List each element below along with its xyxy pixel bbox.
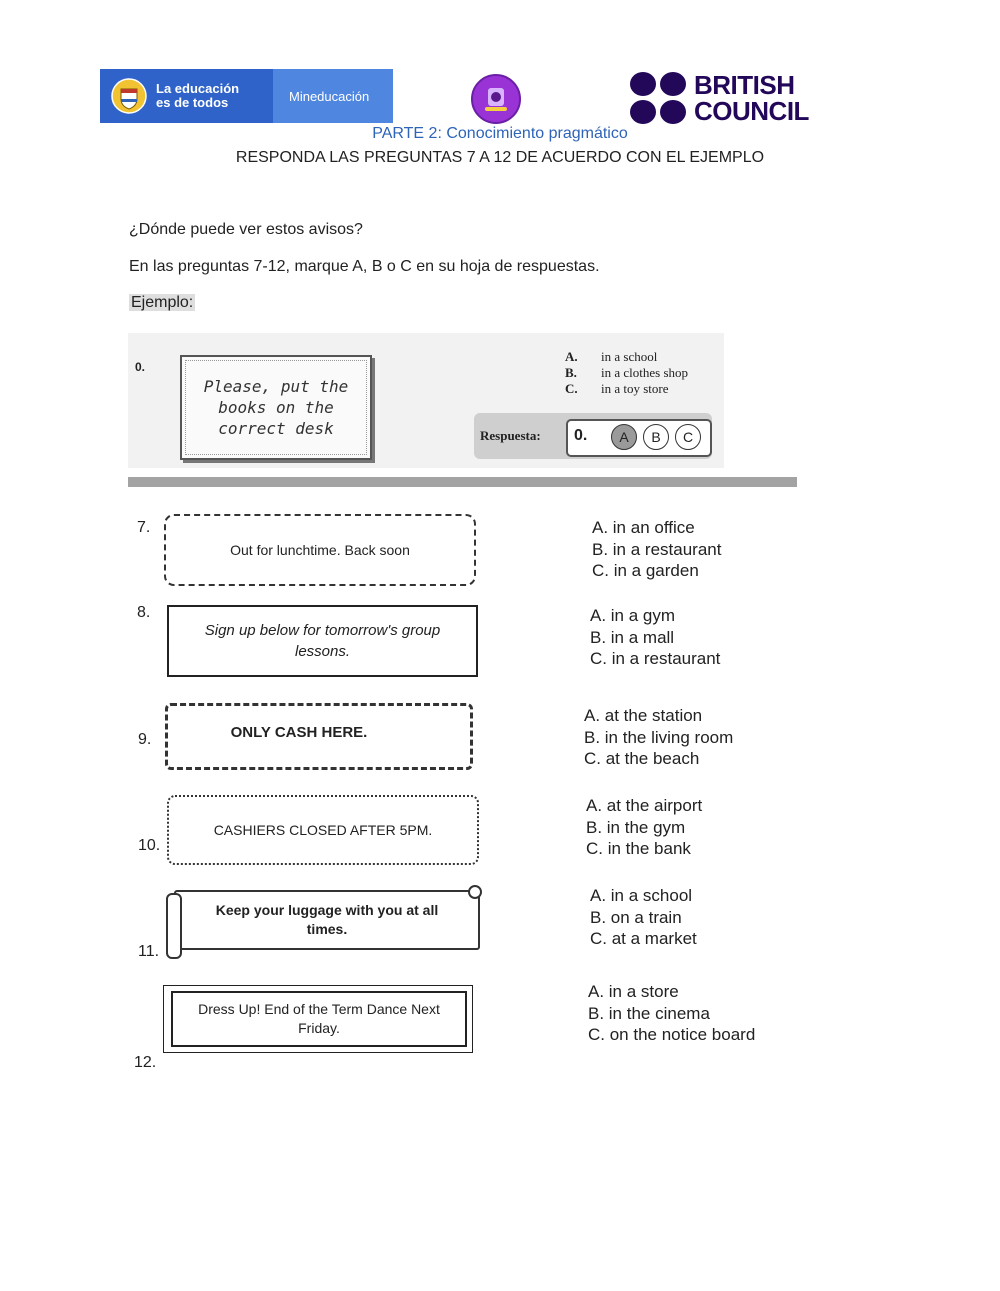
answer-option[interactable]: A. in an office <box>592 518 695 537</box>
answer-circle-c[interactable]: C <box>675 424 701 450</box>
british-council-wordmark <box>694 72 809 124</box>
answer-option[interactable]: B. in the cinema <box>588 1003 710 1023</box>
british-council-logo <box>630 72 809 124</box>
badge-emblem-icon <box>473 76 519 122</box>
question-options <box>588 981 755 1046</box>
answer-circle-a[interactable]: A <box>611 424 637 450</box>
british-council-dots-icon <box>630 72 686 124</box>
question-sign: CASHIERS CLOSED AFTER 5PM. <box>167 795 479 865</box>
example-sign-line-1: Please, put the <box>203 377 349 396</box>
answer-option[interactable]: C. in the bank <box>586 839 691 858</box>
question-sign <box>167 605 478 677</box>
example-label: Ejemplo: <box>131 294 194 311</box>
question-sign-text: Keep your luggage with you at all times. <box>215 902 439 937</box>
example-options <box>565 349 688 397</box>
answer-option[interactable]: B. on a train <box>590 907 682 927</box>
slogan-line-2: es de todos <box>156 95 229 110</box>
question-number: 8. <box>137 604 151 621</box>
question-options <box>586 795 702 860</box>
example-option: A. in a school <box>565 349 658 364</box>
question-sign <box>174 890 480 950</box>
question-sign-text: ONLY CASH HERE. <box>230 724 368 741</box>
answer-option[interactable]: B. in a restaurant <box>592 539 722 559</box>
example-sign-line-2: books on the <box>218 398 334 417</box>
example-number: 0. <box>135 360 146 374</box>
mineducacion-logo <box>100 69 393 123</box>
question-options <box>590 885 697 950</box>
answer-number: 0. <box>574 427 588 444</box>
answer-label: Respuesta: <box>480 428 541 443</box>
example-sign-text <box>204 376 349 439</box>
question-options <box>592 517 721 582</box>
answer-option[interactable]: A. at the airport <box>586 796 703 815</box>
answer-circle-b[interactable]: B <box>643 424 669 450</box>
question-sign <box>165 703 473 770</box>
answer-option[interactable]: B. in the living room <box>584 727 734 747</box>
intro-question: ¿Dónde puede ver estos avisos? <box>129 221 363 238</box>
answer-option[interactable]: A. at the station <box>584 706 703 725</box>
mineducacion-brand: Mineducación <box>273 69 393 123</box>
example-option: C. in a toy store <box>565 381 669 396</box>
answer-option[interactable]: B. in a mall <box>590 627 675 647</box>
question-number: 10. <box>138 837 161 854</box>
answer-option[interactable]: B. in the gym <box>586 817 686 837</box>
section-divider <box>128 477 797 487</box>
answer-option[interactable]: A. in a gym <box>590 606 676 625</box>
question-number: 12. <box>134 1054 157 1071</box>
example-option: B. in a clothes shop <box>565 365 689 380</box>
question-options <box>584 705 733 770</box>
answer-option[interactable]: C. at a market <box>590 929 697 948</box>
answer-option[interactable]: A. in a school <box>590 886 693 905</box>
mineducacion-slogan <box>156 82 239 110</box>
question-number: 7. <box>137 519 151 536</box>
example-sign <box>180 355 372 460</box>
example-sign-line-3: correct desk <box>218 419 334 438</box>
scroll-roll-right-icon <box>468 885 482 899</box>
slogan-line-1: La educación <box>156 81 240 96</box>
scroll-roll-left-icon <box>166 893 182 959</box>
answer-option[interactable]: A. in a store <box>588 982 679 1001</box>
answer-option[interactable]: C. on the notice board <box>588 1025 756 1044</box>
answer-option[interactable]: C. at the beach <box>584 749 700 768</box>
example-label-wrap <box>129 294 195 312</box>
question-options <box>590 605 720 670</box>
coat-of-arms-icon <box>110 77 148 115</box>
mineducacion-logo-left <box>100 69 273 123</box>
answer-option[interactable]: C. in a garden <box>592 561 699 580</box>
question-number: 9. <box>138 731 152 748</box>
question-sign <box>171 991 467 1047</box>
circular-badge-icon <box>471 74 521 124</box>
part-title: PARTE 2: Conocimiento pragmático <box>372 125 628 142</box>
answer-option[interactable]: C. in a restaurant <box>590 649 721 668</box>
bc-line-1: BRITISH <box>694 70 795 100</box>
question-sign-text: Sign up below for tomorrow's group lessons. <box>204 622 441 660</box>
question-number: 11. <box>138 943 160 960</box>
part-subtitle: RESPONDA LAS PREGUNTAS 7 A 12 DE ACUERDO CON EL EJEMPLO <box>235 149 765 166</box>
intro-instruction: En las preguntas 7-12, marque A, B o C en su hoja de respuestas. <box>129 258 600 275</box>
bc-line-2: COUNCIL <box>694 96 809 126</box>
question-sign-text: Dress Up! End of the Term Dance Next Friday. <box>198 1001 440 1036</box>
question-sign: Out for lunchtime. Back soon <box>164 514 476 586</box>
